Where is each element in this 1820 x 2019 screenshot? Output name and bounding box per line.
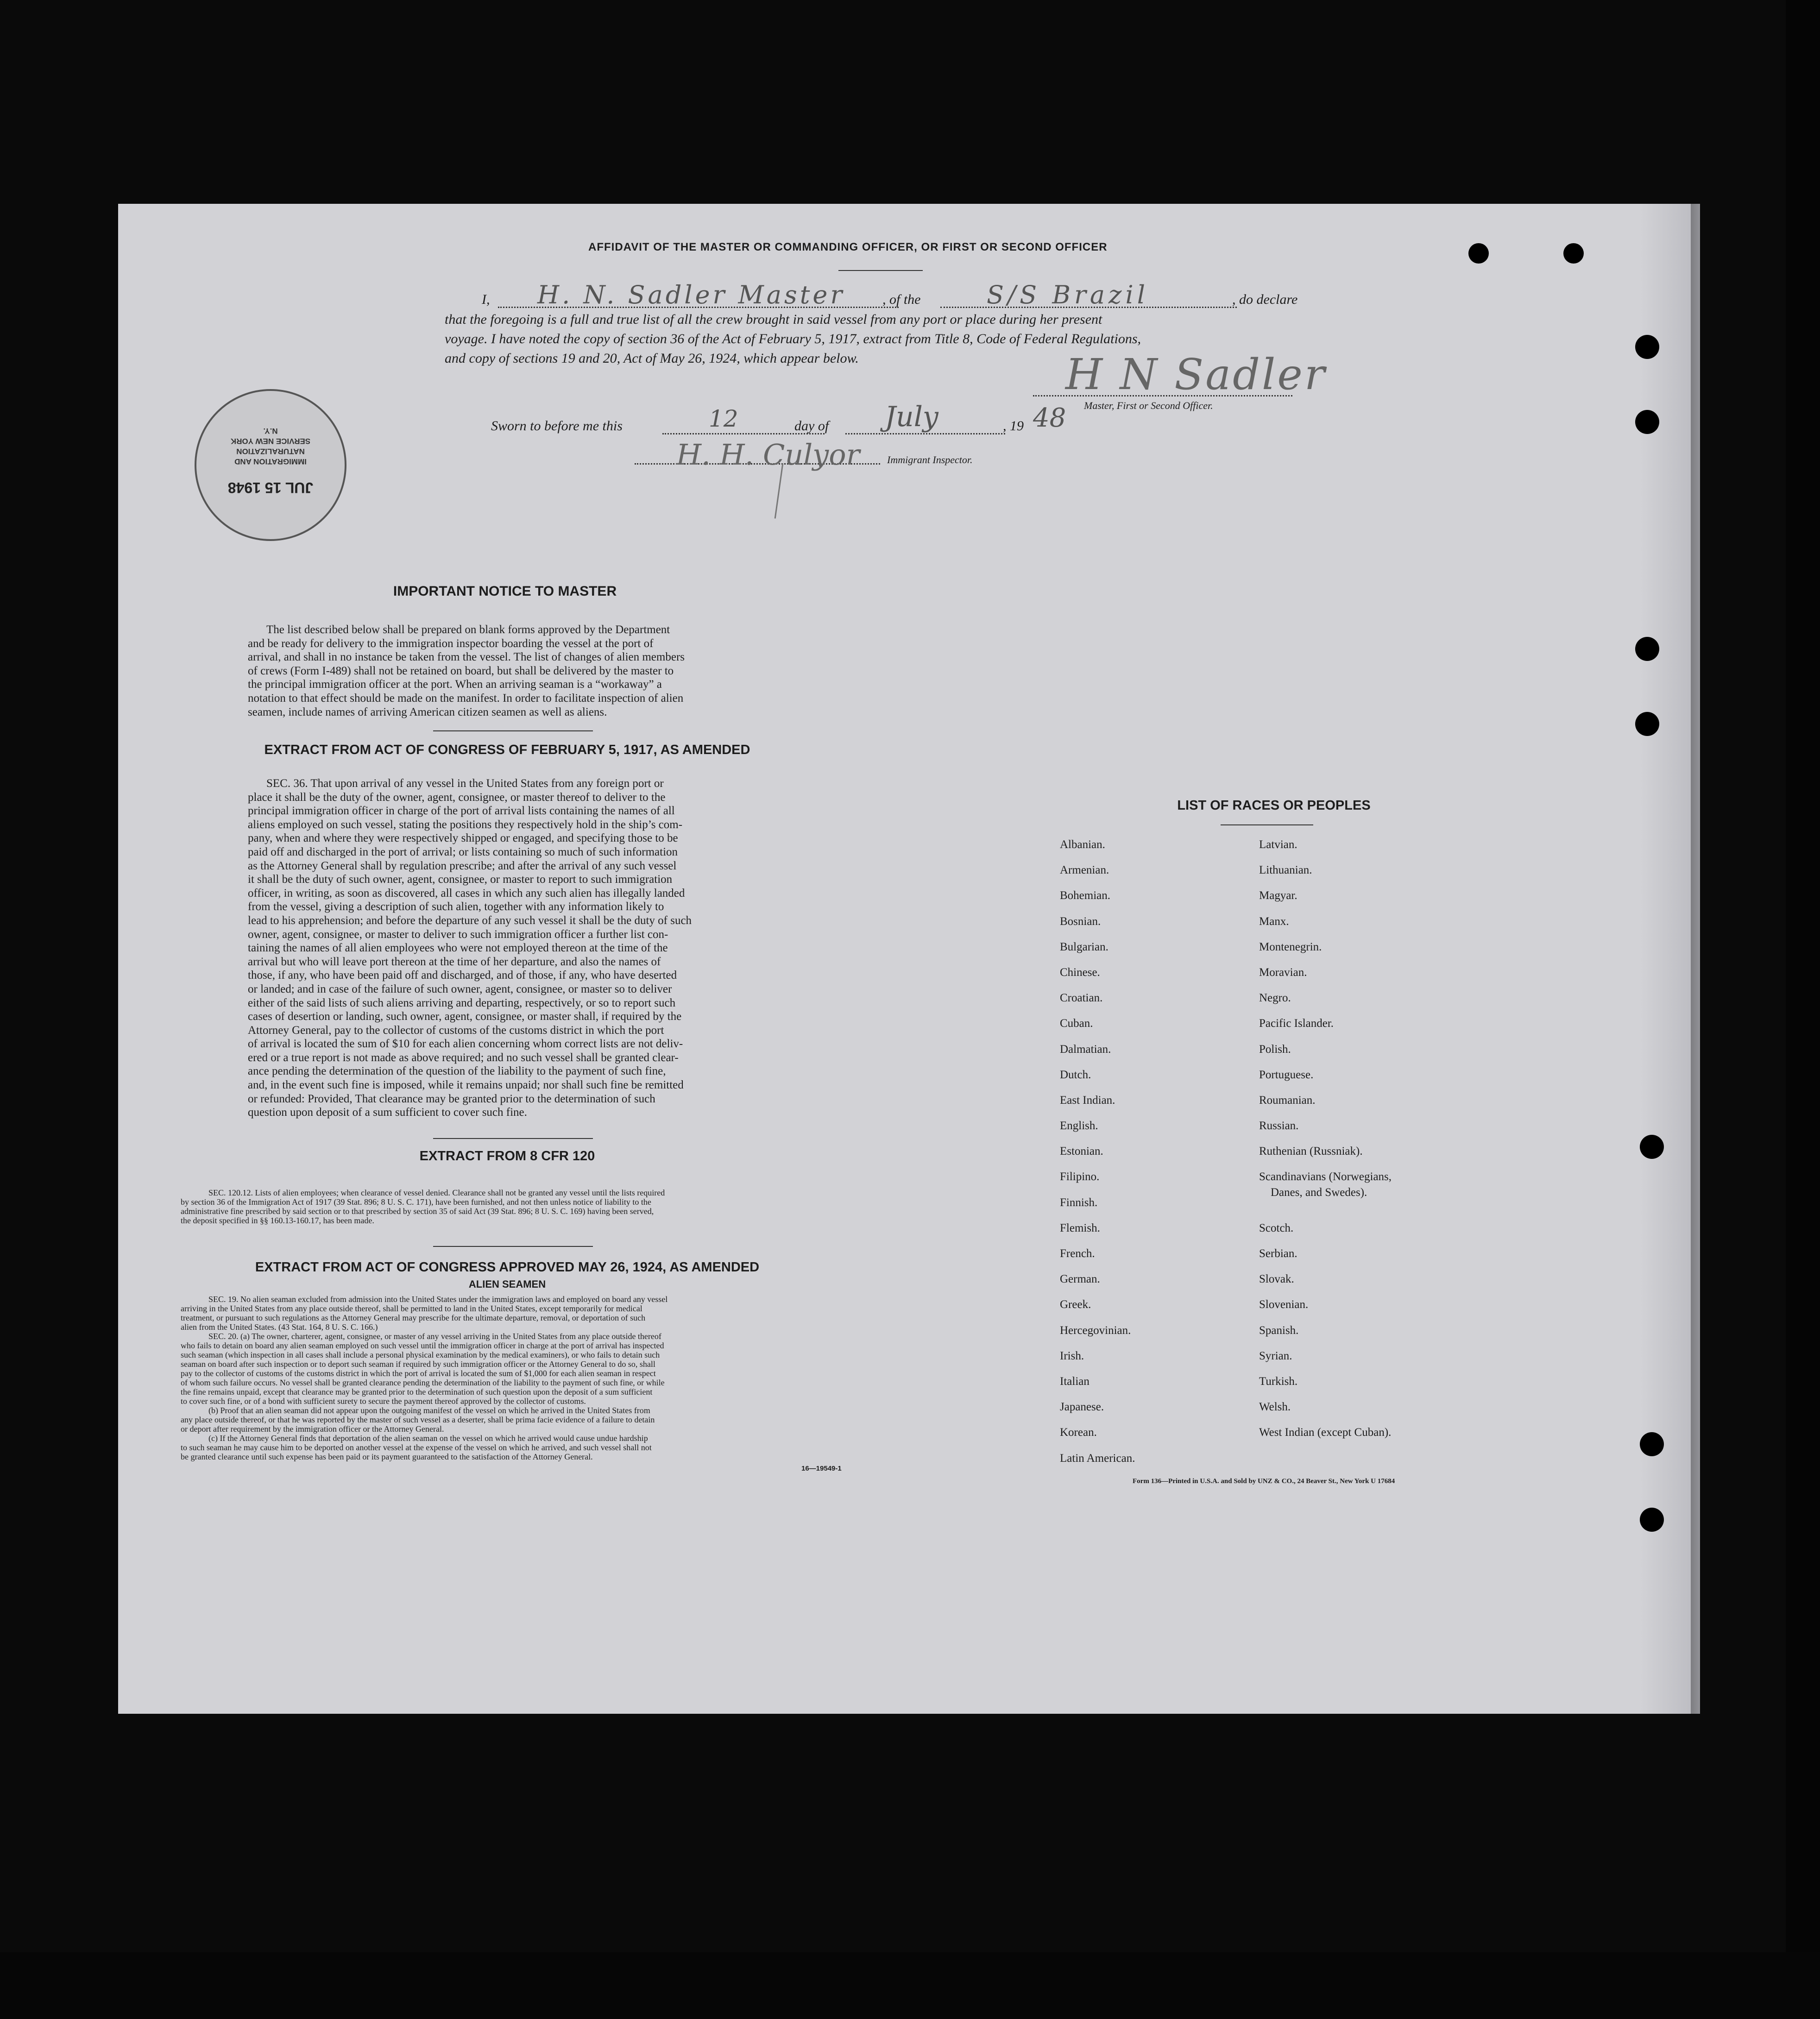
extract-1917-line: or landed; and in case of the failure of such owner, agent, consignee, or master so to deliver	[248, 982, 672, 995]
day-handwritten: 12	[709, 405, 738, 432]
extract-1917-line: place it shall be the duty of the owner, agent, consignee, or master thereof to deliver to the	[248, 791, 666, 804]
month-line	[845, 433, 1005, 434]
month-handwritten: July	[885, 401, 938, 433]
stamp-date: JUL 15 1948	[227, 479, 314, 496]
extract-1917-line: paid off and discharged in the port of arrival; or lists containing so much of such information	[248, 845, 678, 858]
extract-cfr-body	[181, 1188, 848, 1225]
races-right-column	[1259, 838, 1392, 1452]
extract-1917-line: it shall be the duty of such owner, agent, consignee, or master to report to such immigration	[248, 873, 673, 886]
race-item: Chinese.	[1060, 966, 1100, 979]
extract-cfr-line: by section 36 of the Immigration Act of 1917 (39 Stat. 896; 8 U. S. C. 171), have been furnished, and not then unless notice of liability to the	[181, 1197, 651, 1207]
notice-line: notation to that effect should be made on the manifest. In order to facilitate inspection of alien	[248, 692, 684, 704]
races-left-column	[1060, 838, 1135, 1478]
race-item: Bohemian.	[1060, 889, 1111, 902]
extract-1924-heading: EXTRACT FROM ACT OF CONGRESS APPROVED MAY 26, 1924, AS AMENDED	[255, 1260, 760, 1275]
year-prefix: , 19	[1003, 418, 1024, 434]
race-item: Croatian.	[1060, 992, 1103, 1005]
extract-1924-line: the fine remains unpaid, except that clearance may be granted prior to the determination of such question upon the deposit of a sum sufficient	[181, 1387, 653, 1396]
extract-1917-line: ered or a true report is not made as above required; and no such vessel shall be granted clear-	[248, 1051, 679, 1064]
sworn-label: Sworn to before me this	[491, 418, 623, 434]
binder-hole-icon	[1635, 335, 1659, 359]
film-edge-right	[1786, 0, 1820, 2019]
extract-1917-line: or refunded: Provided, That clearance may be granted prior to the determination of such	[248, 1092, 655, 1105]
binder-hole-icon	[1635, 410, 1659, 434]
race-item: Irish.	[1060, 1349, 1084, 1362]
race-item: Syrian.	[1259, 1349, 1292, 1362]
race-item: Lithuanian.	[1259, 864, 1312, 877]
extract-cfr-line: SEC. 120.12. Lists of alien employees; when clearance of vessel denied. Clearance shall not be granted any vessel until the lists required	[208, 1188, 665, 1197]
race-item: Italian	[1060, 1375, 1089, 1388]
extract-1924-line: pay to the collector of customs of the customs district in which the port of arrival is located the sum of $1,000 for each alien seaman in respect	[181, 1369, 656, 1378]
race-item: Dalmatian.	[1060, 1043, 1111, 1056]
races-heading: LIST OF RACES OR PEOPLES	[1177, 798, 1371, 813]
race-item: Filipino.	[1060, 1170, 1100, 1183]
race-item: East Indian.	[1060, 1094, 1115, 1107]
stamp-text: IMMIGRATION AND NATURALIZATION SERVICE NEW YORK N.Y.	[230, 427, 311, 466]
race-item: Armenian.	[1060, 864, 1109, 877]
extract-cfr-heading: EXTRACT FROM 8 CFR 120	[419, 1149, 595, 1164]
extract-1924-line: who fails to detain on board any alien seaman employed on such vessel until the immigration officer in charge at the port of arrival has inspected	[181, 1341, 664, 1350]
extract-1917-line: Attorney General, pay to the collector of customs of the customs district in which the port	[248, 1024, 664, 1037]
race-item: Negro.	[1259, 992, 1291, 1005]
extract-1924-line: to such seaman he may cause him to be deported on another vessel at the expense of the vessel on which he arrived, and such vessel shall not	[181, 1443, 652, 1452]
section-rule	[433, 1138, 593, 1139]
extract-1924-line: SEC. 19. No alien seaman excluded from admission into the United States under the immigration laws and employed on board any vessel	[208, 1295, 668, 1304]
master-name-handwritten: H. N. Sadler Master	[537, 280, 845, 309]
section-rule	[433, 1246, 593, 1247]
notice-line: and be ready for delivery to the immigration inspector boarding the vessel at the port of	[248, 637, 654, 650]
notice-body	[248, 623, 774, 719]
race-item: Russian.	[1259, 1120, 1299, 1132]
extract-1924-line: or deport after requirement by the immigration officer or the Attorney General.	[181, 1424, 444, 1434]
extract-1917-line: of arrival is located the sum of $10 for each alien concerning whom correct lists are not deliv-	[248, 1038, 683, 1050]
binder-hole-icon	[1640, 1135, 1664, 1159]
race-item: Bosnian.	[1060, 915, 1101, 928]
race-item: Albanian.	[1060, 838, 1105, 851]
signature-line	[1033, 395, 1292, 396]
vessel-name-handwritten: S/S Brazil	[987, 280, 1149, 309]
extract-1917-line: from the vessel, giving a description of such alien, together with any information likely to	[248, 900, 664, 913]
extract-1917-body	[248, 777, 774, 1120]
declaration-line: voyage. I have noted the copy of section 36 of the Act of February 5, 1917, extract from Title 8, Code of Federal Regulations,	[445, 331, 1141, 346]
extract-1917-line: principal immigration officer in charge of the port of arrival lists containing the names of all	[248, 805, 675, 818]
extract-1917-line: lead to his apprehension; and before the departure of any such vessel it shall be the duty of such	[248, 914, 692, 927]
binder-hole-icon	[1640, 1432, 1664, 1456]
extract-1924-line: (c) If the Attorney General finds that deportation of the alien seaman on the vessel on which he arrived would cause undue hardship	[208, 1434, 648, 1443]
extract-1924-line: any place outside thereof, or that he was reported by the master of such vessel as a deserter, shall be prima facie evidence of a failure to detain	[181, 1415, 655, 1424]
race-item: Spanish.	[1259, 1324, 1299, 1337]
day-of-label: day of	[794, 418, 829, 434]
extract-1917-line: aliens employed on such vessel, stating the positions they respectively hold in the ship’s com-	[248, 818, 683, 831]
extract-1924-line: be granted clearance until such expense has been paid or its payment guaranteed to the satisfaction of the Attorney General.	[181, 1452, 593, 1461]
binder-hole-icon	[1468, 243, 1489, 264]
race-item: Finnish.	[1060, 1196, 1098, 1209]
extract-1917-line: owner, agent, consignee, or master to deliver to such immigration officer a further list con-	[248, 928, 668, 941]
immigration-stamp	[195, 389, 346, 541]
race-item: Greek.	[1060, 1298, 1091, 1311]
extract-1924-line: alien from the United States. (43 Stat. 164, 8 U. S. C. 166.)	[181, 1322, 378, 1332]
extract-1917-line: either of the said lists of such aliens arriving and departing, respectively, or so to report such	[248, 996, 676, 1009]
extract-1924-line: SEC. 20. (a) The owner, charterer, agent, consignee, or master of any vessel arriving in the United States from any place outside thereof	[208, 1332, 661, 1341]
race-item: Cuban.	[1060, 1017, 1093, 1030]
race-item: French.	[1060, 1247, 1095, 1260]
race-item: Serbian.	[1259, 1247, 1297, 1260]
extract-1917-line: those, if any, who have been paid off and discharged, and of those, if any, who have deserted	[248, 969, 677, 982]
race-item: Dutch.	[1060, 1068, 1091, 1081]
notice-heading: IMPORTANT NOTICE TO MASTER	[393, 584, 617, 599]
race-item: Hercegovinian.	[1060, 1324, 1131, 1337]
signature-caption: Master, First or Second Officer.	[1084, 400, 1213, 411]
extract-1924-line: treatment, or pursuant to such regulations as the Attorney General may prescribe for the ultimate departure, removal, or deportation of such	[181, 1313, 646, 1322]
extract-1924-body	[181, 1295, 848, 1461]
race-item: West Indian (except Cuban).	[1259, 1426, 1392, 1439]
race-item: Japanese.	[1060, 1401, 1104, 1414]
master-signature: H N Sadler	[1065, 350, 1327, 399]
race-item: Moravian.	[1259, 966, 1307, 979]
extract-1917-line: officer, in writing, as soon as discovered, all cases in which any such alien has illegally landed	[248, 887, 685, 899]
race-item: Ruthenian (Russniak).	[1259, 1145, 1363, 1158]
race-item: Latvian.	[1259, 838, 1297, 851]
race-item: Montenegrin.	[1259, 940, 1322, 953]
race-item: English.	[1060, 1120, 1098, 1132]
race-item: Slovenian.	[1259, 1298, 1309, 1311]
race-item: Bulgarian.	[1060, 940, 1108, 953]
extract-1917-heading: EXTRACT FROM ACT OF CONGRESS OF FEBRUARY 5, 1917, AS AMENDED	[264, 742, 750, 757]
extract-1917-line: ance pending the determination of the question of the liability to the payment of such fine,	[248, 1065, 666, 1078]
race-item: Roumanian.	[1259, 1094, 1316, 1107]
binder-hole-icon	[1635, 637, 1659, 661]
extract-1924-line: of whom such failure occurs. No vessel shall be granted clearance pending the determination of the liability to the payment of such fine, or while	[181, 1378, 665, 1387]
i-label: I,	[482, 292, 490, 307]
extract-1917-line: taining the names of all alien employees who were not employed thereon at the time of the	[248, 942, 668, 955]
race-item-continued: Danes, and Swedes).	[1271, 1186, 1367, 1199]
inspector-caption: Immigrant Inspector.	[887, 454, 973, 465]
notice-line: of crews (Form I-489) shall not be retained on board, but shall be delivered by the master to	[248, 664, 674, 677]
race-item: Latin American.	[1060, 1452, 1135, 1465]
extract-cfr-line: administrative fine prescribed by said section or to that prescribed by section 35 of said Act (39 Stat. 896; 8 U. S. C. 169) having been served,	[181, 1207, 654, 1216]
race-item: Manx.	[1259, 915, 1289, 928]
extract-1917-line: as the Attorney General shall by regulation prescribe; and after the arrival of any such vessel	[248, 859, 677, 872]
extract-1917-line: cases of desertion or landing, such owner, agent, consignee, or master shall, if required by the	[248, 1010, 682, 1023]
extract-1917-line: and, in the event such fine is imposed, while it remains unpaid; nor shall such fine be remitted	[248, 1079, 684, 1092]
race-item: Flemish.	[1060, 1221, 1100, 1234]
binder-hole-icon	[1640, 1508, 1664, 1532]
race-item: Pacific Islander.	[1259, 1017, 1334, 1030]
binder-hole-icon	[1635, 712, 1659, 736]
extract-1917-line: SEC. 36. That upon arrival of any vessel in the United States from any foreign port or	[266, 777, 664, 790]
declaration-line: that the foregoing is a full and true list of all the crew brought in said vessel from any port or place during her present	[445, 312, 1102, 327]
race-item: Polish.	[1259, 1043, 1291, 1056]
extract-1924-line: seaman on board after such inspection or to deport such seaman if required by such immigration officer or the Attorney General to do so, shall	[181, 1359, 655, 1369]
section-rule	[433, 730, 593, 731]
title-rule	[838, 270, 923, 271]
notice-line: seamen, include names of arriving American citizen seamen as well as aliens.	[248, 705, 607, 718]
races-rule	[1221, 824, 1313, 825]
inspector-signature: H. H. Culyor	[676, 438, 860, 472]
declaration-line: and copy of sections 19 and 20, Act of May 26, 1924, which appear below.	[445, 351, 859, 366]
race-item: German.	[1060, 1273, 1100, 1286]
extract-1917-line: question upon deposit of a sum sufficient to cover such fine.	[248, 1106, 527, 1119]
race-item: Portuguese.	[1259, 1068, 1314, 1081]
race-item: Scandinavians (Norwegians,	[1259, 1170, 1392, 1183]
film-edge-bottom	[0, 1952, 1820, 2019]
race-item: Estonian.	[1060, 1145, 1103, 1158]
form-code: 16—19549-1	[801, 1465, 842, 1472]
alien-seamen-subheading: ALIEN SEAMEN	[468, 1278, 546, 1290]
race-item: Turkish.	[1259, 1375, 1298, 1388]
race-item: Slovak.	[1259, 1273, 1294, 1286]
declaration-first-line	[482, 292, 490, 308]
extract-1924-line: such seaman (which inspection in all cases shall include a personal physical examination by the medical examiners), or who fails to detain such	[181, 1350, 660, 1359]
race-item: Scotch.	[1259, 1221, 1294, 1234]
race-item: Korean.	[1060, 1426, 1097, 1439]
affidavit-title: AFFIDAVIT OF THE MASTER OR COMMANDING OFFICER, OR FIRST OR SECOND OFFICER	[588, 241, 1108, 253]
do-declare-label: , do declare	[1232, 292, 1298, 307]
extract-1924-line: arriving in the United States from any place outside thereof, shall be permitted to land in the United States, except temporarily for medical	[181, 1304, 642, 1313]
notice-line: The list described below shall be prepared on blank forms approved by the Department	[266, 623, 670, 636]
of-the-label: , of the	[882, 292, 921, 307]
extract-1924-line: (b) Proof that an alien seaman did not appear upon the outgoing manifest of the vessel on which he arrived in the United States from	[208, 1406, 650, 1415]
extract-1917-line: pany, when and where they were respectively shipped or engaged, and specifying those to be	[248, 832, 678, 845]
extract-1917-line: arrival but who will leave port thereon at the time of her departure, and also the names of	[248, 955, 661, 968]
year-handwritten: 48	[1033, 403, 1066, 433]
extract-cfr-line: the deposit specified in §§ 160.13-160.17, has been made.	[181, 1216, 374, 1225]
extract-1924-line: to cover such fine, or of a bond with sufficient surety to secure the payment thereof approved by the collector of customs.	[181, 1396, 586, 1406]
notice-line: the principal immigration officer at the port. When an arriving seaman is a “workaway” a	[248, 678, 662, 691]
printer-footer: Form 136—Printed in U.S.A. and Sold by UNZ & CO., 24 Beaver St., New York U 17684	[1133, 1478, 1395, 1485]
race-item: Welsh.	[1259, 1401, 1291, 1414]
race-item: Magyar.	[1259, 889, 1297, 902]
binder-hole-icon	[1563, 243, 1584, 264]
notice-line: arrival, and shall in no instance be taken from the vessel. The list of changes of alien members	[248, 651, 685, 664]
